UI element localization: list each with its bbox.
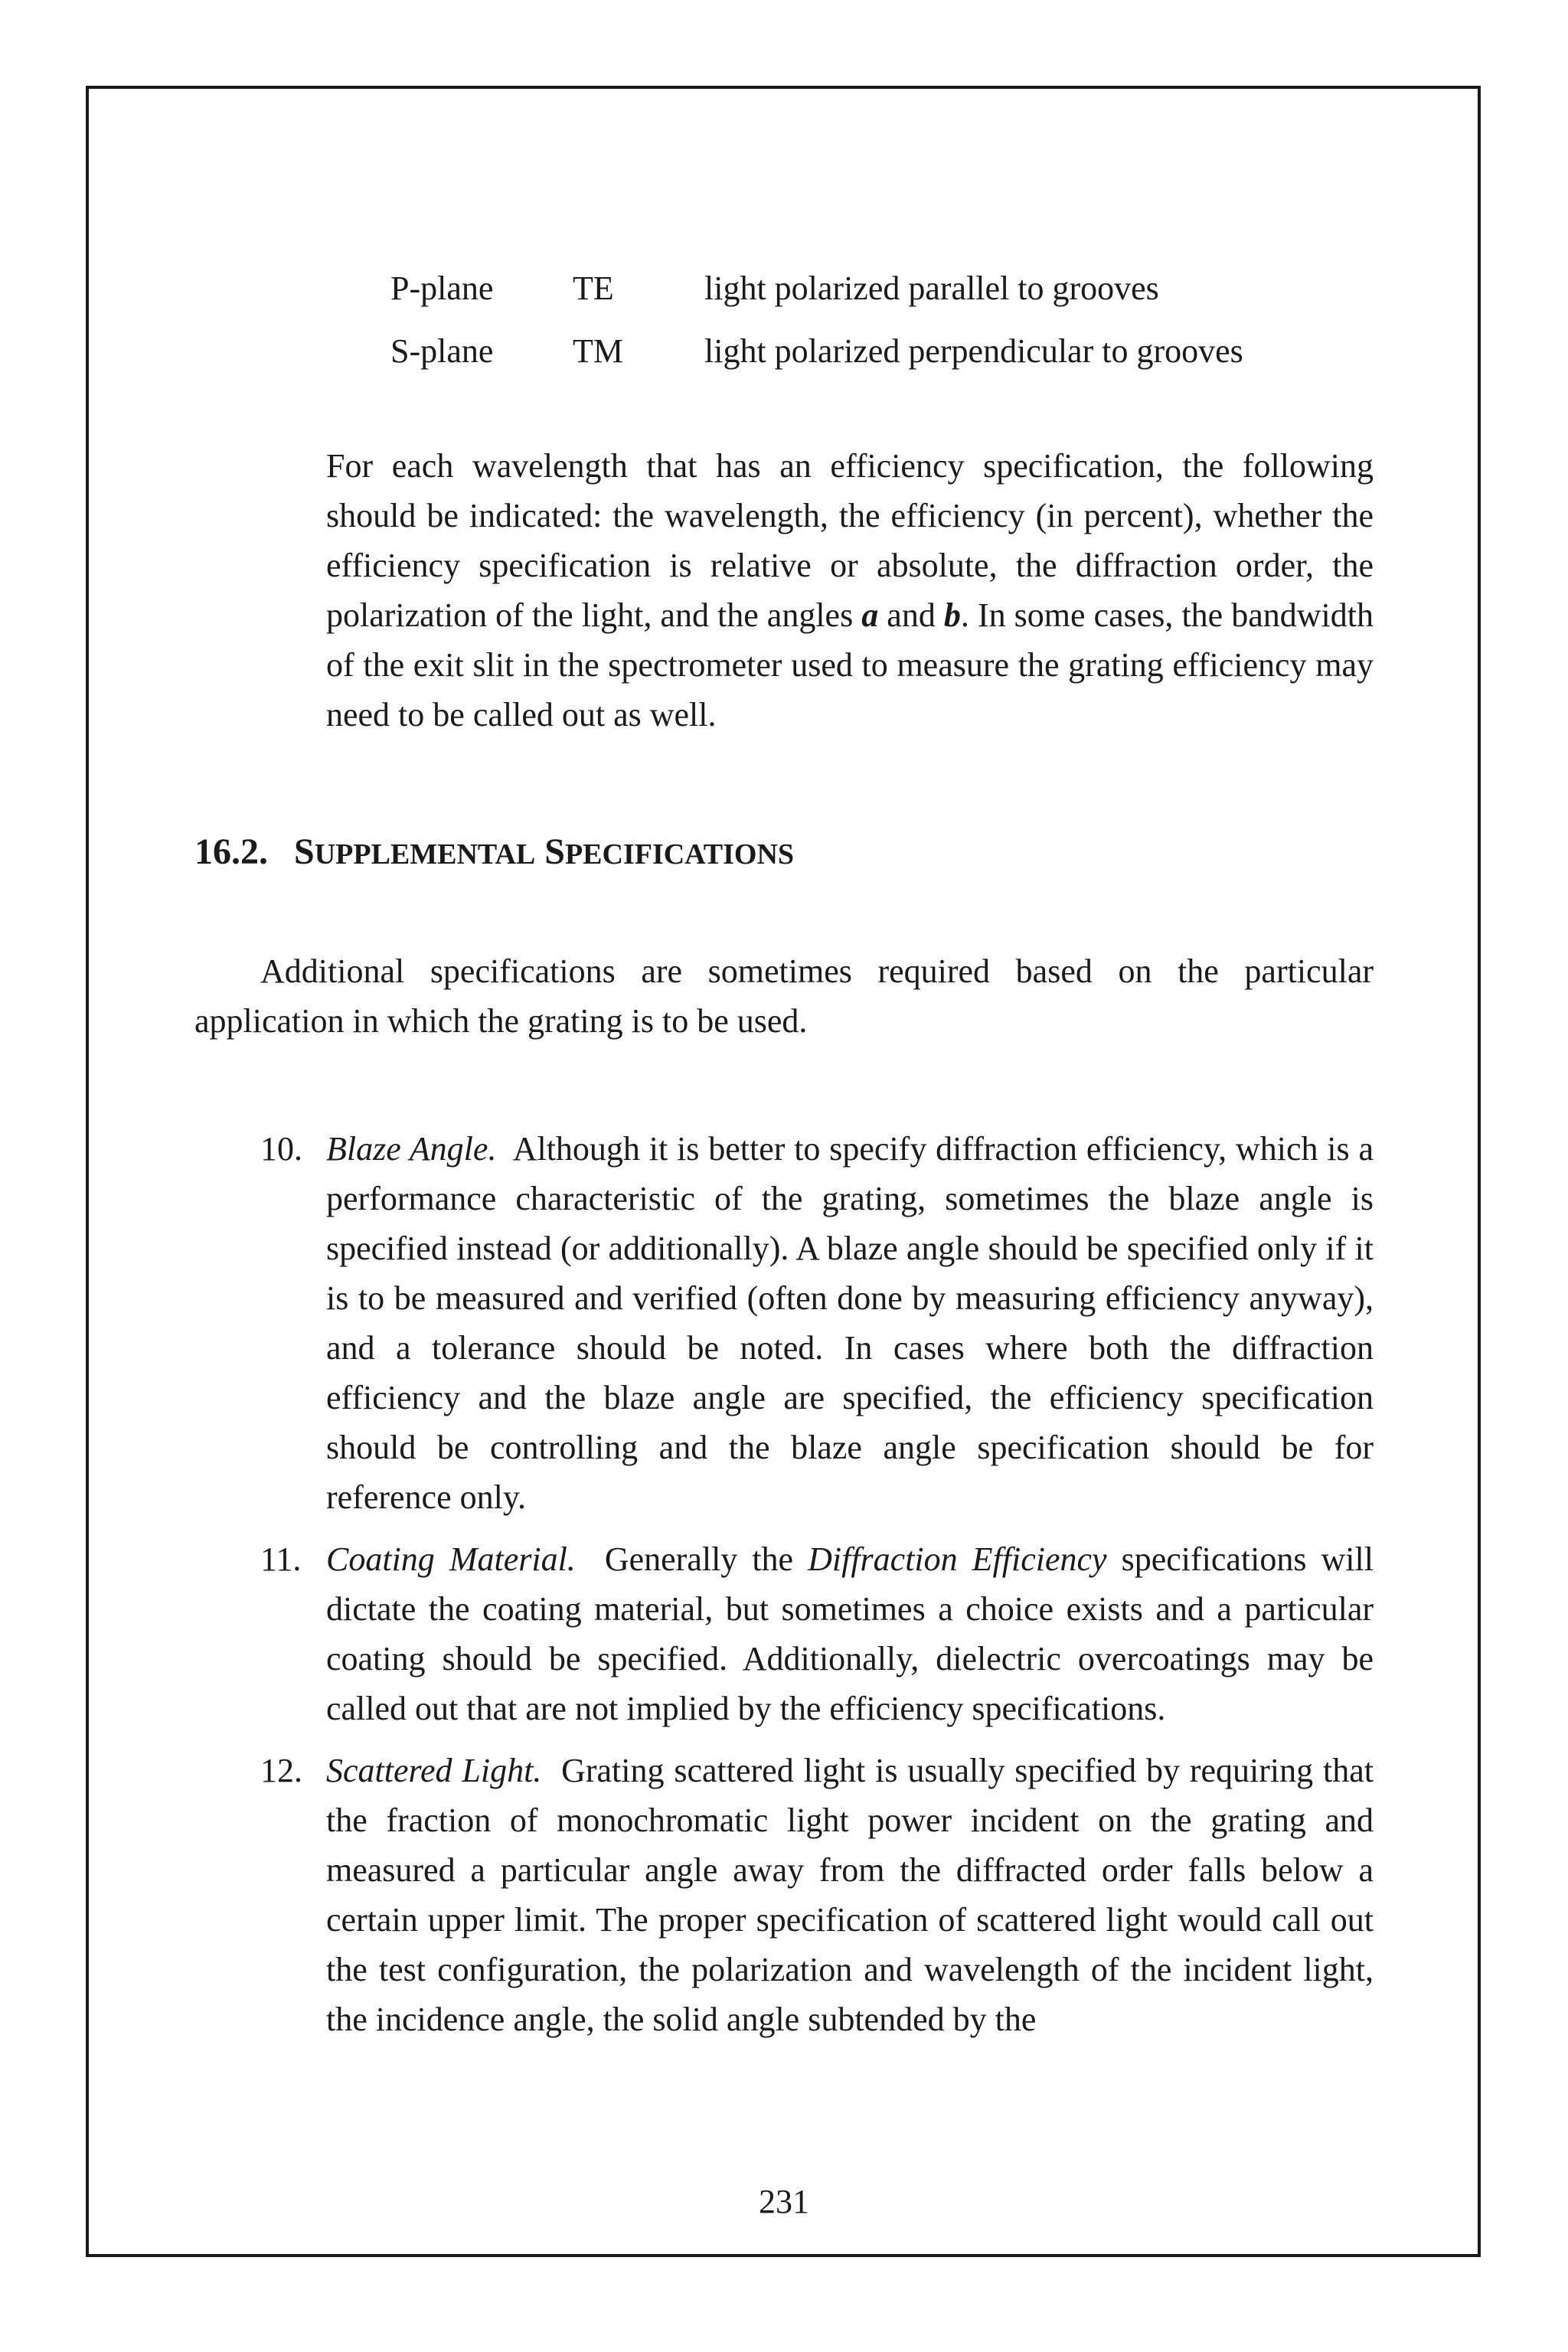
item-text: Generally the [604, 1540, 808, 1578]
additional-paragraph: Additional specifications are sometimes required based on the particular application in which the grating is to be used. [194, 952, 1374, 1040]
item-text: Grating scattered light is usually specified by requiring that the fraction of monochromatic light power incident on the grating and measured a particular angle away from the diffracted order falls below a certain upper limit. The proper specification of scattered light would call out the test configuration, the polarization and wavelength of the incident light, the incidence angle, the solid angle subtended by the [326, 1752, 1374, 2038]
item-text: Although it is better to specify diffraction efficiency, which is a performance characteristic of the grating, sometimes the blaze angle is specified instead (or additionally). A blaze angle should be specified only if it is to be measured and verified (often done by measuring efficiency anyway), and a tolerance should be noted. In cases where both the diffraction efficiency and the blaze angle are specified, the efficiency specification should be controlling and the blaze angle specification should be for reference only. [326, 1130, 1374, 1516]
item-number: 12. [260, 1752, 302, 1789]
page-number: 231 [759, 2183, 809, 2220]
mode-cell: TM [573, 332, 623, 370]
plane-cell: P-plane [390, 270, 494, 307]
symbol-b: b [943, 596, 961, 634]
paragraph-text: For each wavelength that has an efficiency specification, the following should be indicated: the wavelength, the efficiency (in percent), whether the efficiency specification is relative or absolute, the diffraction order, the polarization of the light, and the angles [326, 447, 1374, 634]
item-number: 10. [260, 1130, 302, 1168]
mode-cell: TE [573, 270, 614, 307]
table-row [390, 320, 1243, 383]
item-title: Blaze Angle [326, 1130, 488, 1168]
item-title: Coating Material [326, 1540, 567, 1578]
title-rest: PECIFICATIONS [564, 838, 795, 871]
description-cell: light polarized perpendicular to grooves [704, 332, 1243, 370]
paragraph-text: . In some cases, the bandwidth of the exit slit in the spectrometer used to measure the grating efficiency may need to be called out as well. [326, 596, 1374, 733]
table-row [390, 257, 1243, 320]
item-italic-ref: Diffraction Efficiency [808, 1540, 1107, 1578]
title-initial: S [294, 831, 315, 872]
item-title: Scattered Light [326, 1752, 534, 1789]
title-rest: UPPLEMENTAL [314, 838, 536, 871]
symbol-a: a [861, 596, 879, 634]
item-text: specifications will dictate the coating material, but sometimes a choice exists and a particular coating should be specified. Additionally, dielectric overcoatings may be called out that are not implied by the efficiency specifications. [326, 1540, 1374, 1727]
title-initial: S [544, 831, 565, 872]
list-item: 10. Blaze Angle. Although it is better to specify diffraction efficiency, which is a performance characteristic of the grating, sometimes the blaze angle is specified instead (or additionally). A blaze angle should be specified only if it is to be measured and verified (often done by measuring efficiency anyway), and a tolerance should be noted. In cases where both the diffraction efficiency and the blaze angle are specified, the efficiency specification should be controlling and the blaze angle specification should be for reference only. [260, 1124, 1374, 1522]
section-number: 16.2. [194, 831, 268, 872]
description-cell: light polarized parallel to grooves [704, 270, 1159, 307]
item-number: 11. [260, 1540, 302, 1578]
section-heading [194, 831, 794, 873]
list-item: 12. Scattered Light. Grating scattered light is usually specified by requiring that the fraction of monochromatic light power incident on the grating and measured a particular angle away from the diffracted order falls below a certain upper limit. The proper specification of scattered light would call out the test configuration, the polarization and wavelength of the incident light, the incidence angle, the solid angle subtended by the [260, 1746, 1374, 2044]
polarization-table [390, 257, 1243, 383]
paragraph-text: and [878, 596, 944, 634]
efficiency-paragraph [326, 441, 1374, 740]
spec-list [260, 1124, 1374, 2056]
plane-cell: S-plane [390, 332, 494, 370]
list-item: 11. Coating Material. Generally the Diffraction Efficiency specifications will dictate the coating material, but sometimes a choice exists and a particular coating should be specified. Additionally, dielectric overcoatings may be called out that are not implied by the efficiency specifications. [260, 1534, 1374, 1733]
